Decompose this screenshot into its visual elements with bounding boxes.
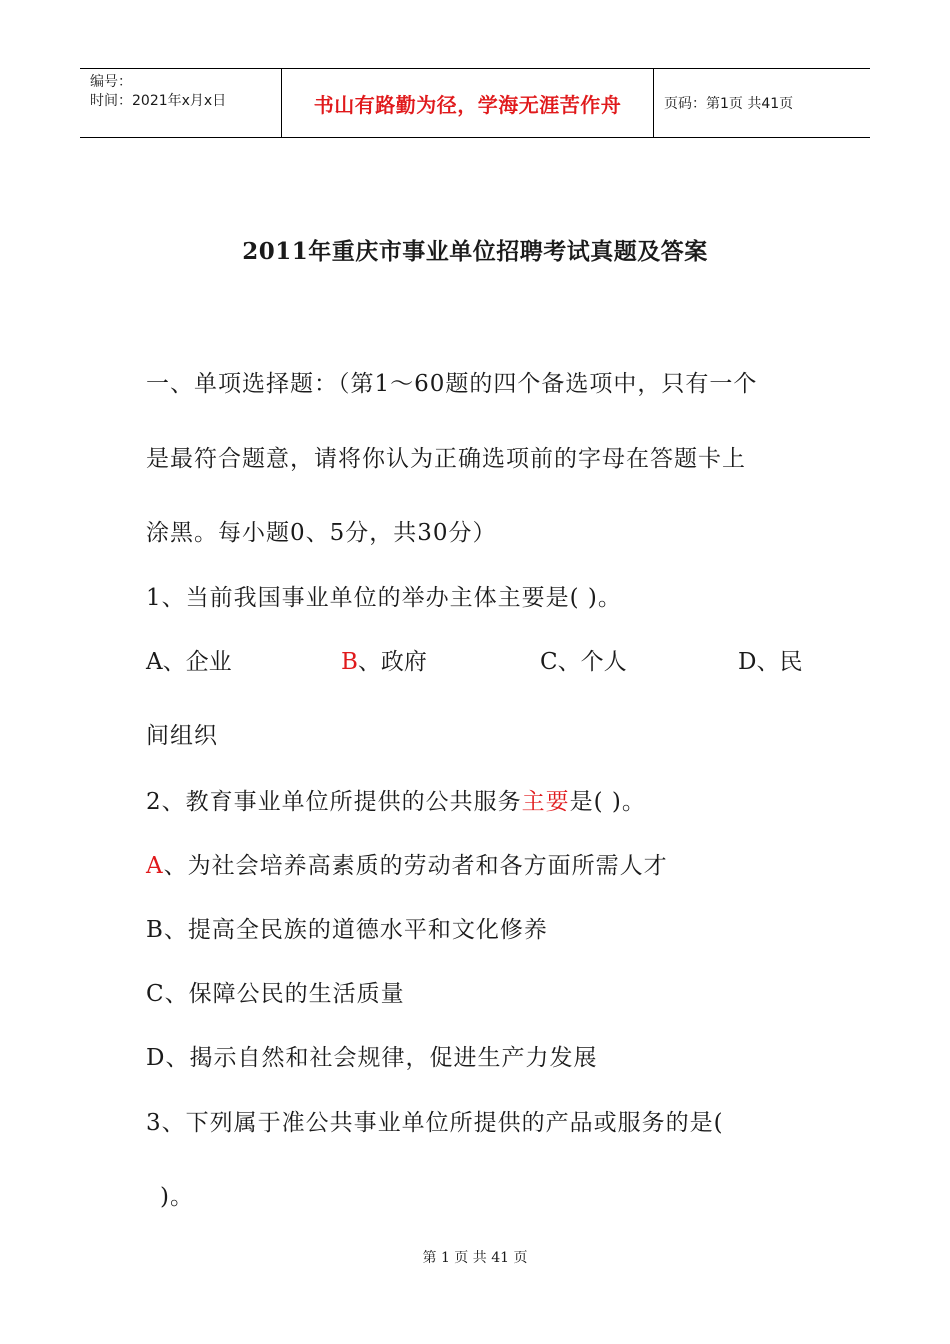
- time-label: 时间：2021年x月x日: [90, 93, 227, 109]
- section-line-3: 涂黑。每小题0、5分，共30分）: [146, 520, 497, 546]
- q2-stem: [146, 783, 646, 816]
- section-line-1: 一、单项选择题：（第1～60题的四个备选项中，只有一个: [146, 371, 758, 397]
- page-footer: 第 1 页 共 41 页: [422, 1250, 528, 1266]
- q2-option-c: C、保障公民的生活质量: [146, 981, 405, 1007]
- q3-stem: 3、下列属于准公共事业单位所提供的产品或服务的是(: [146, 1110, 724, 1136]
- document-title: 2011年重庆市事业单位招聘考试真题及答案: [242, 238, 708, 265]
- q1-option-c: C、个人: [540, 649, 627, 675]
- q1-option-b-text: 、政府: [357, 649, 427, 675]
- q2-option-a-letter: A: [146, 853, 164, 879]
- q2-stem-pre: 2、教育事业单位所提供的公共服务: [146, 789, 522, 815]
- q1-option-b: [341, 643, 427, 676]
- q2-stem-emphasis: 主要: [521, 789, 570, 815]
- section-line-2: 是最符合题意，请将你认为正确选项前的字母在答题卡上: [146, 446, 746, 472]
- q2-option-d: D、揭示自然和社会规律，促进生产力发展: [146, 1045, 598, 1071]
- header-motto-cell: [281, 69, 654, 137]
- header-motto: 书山有路勤为径，学海无涯苦作舟: [313, 92, 622, 117]
- q1-option-d: D、民: [738, 649, 803, 675]
- q3-stem-continued: )。: [160, 1184, 194, 1210]
- header-page-info: 页码：第1页 共41页: [664, 96, 794, 112]
- q2-stem-post: 是( )。: [569, 789, 646, 815]
- q1-option-b-letter: B: [341, 649, 358, 675]
- q1-stem: 1、当前我国事业单位的举办主体主要是( )。: [146, 585, 622, 611]
- q1-option-a: A、企业: [146, 649, 232, 675]
- header-table: [80, 68, 870, 138]
- header-meta: [80, 69, 281, 137]
- q2-option-a-text: 、为社会培养高素质的劳动者和各方面所需人才: [163, 853, 668, 879]
- q1-option-d-continued: 间组织: [146, 723, 218, 749]
- q2-option-b: B、提高全民族的道德水平和文化修养: [146, 917, 548, 943]
- serial-label: 编号：: [90, 74, 132, 90]
- q2-option-a: [146, 847, 668, 880]
